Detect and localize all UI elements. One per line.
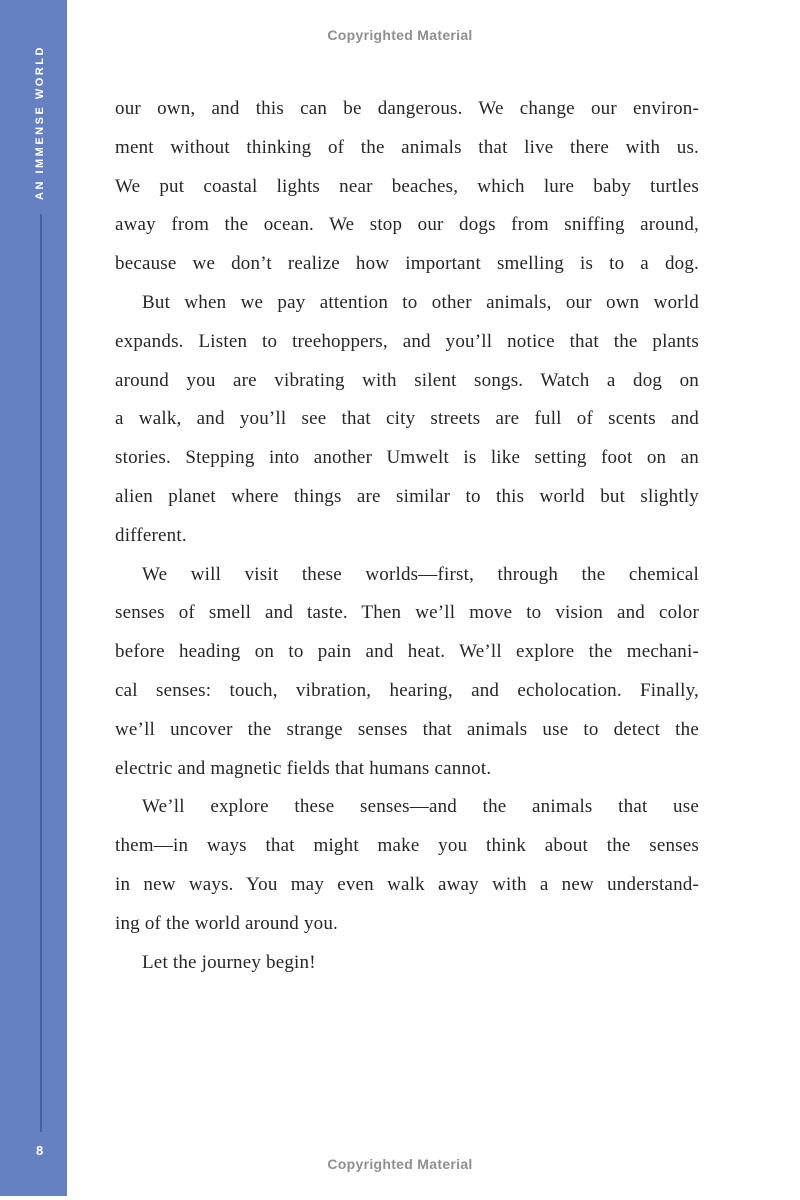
body-line: We put coastal lights near beaches, which lure baby turtles [115, 175, 699, 197]
body-line: before heading on to pain and heat. We’ll explore the mechani- [115, 641, 699, 663]
body-line: our own, and this can be dangerous. We change our environ- [115, 98, 699, 119]
body-line: expands. Listen to treehoppers, and you’ll notice that the plants [115, 330, 699, 352]
body-line: We will visit these worlds—first, through the chemical [142, 563, 699, 585]
body-line: stories. Stepping into another Umwelt is like setting foot on an [115, 447, 699, 469]
body-line: electric and magnetic fields that humans cannot. [115, 757, 492, 779]
sidebar-book-title: AN IMMENSE WORLD [34, 45, 46, 201]
body-line: them—in ways that might make you think about the senses [115, 835, 699, 857]
body-line: ment without thinking of the animals that live there with us. [115, 136, 699, 158]
body-line: around you are vibrating with silent songs. Watch a dog on [115, 369, 699, 391]
body-line: senses of smell and taste. Then we’ll move to vision and color [115, 602, 699, 624]
body-line: We’ll explore these senses—and the animals that use [142, 796, 699, 818]
body-line: alien planet where things are similar to this world but slightly [115, 485, 699, 507]
copyright-notice-top: Copyrighted Material [327, 27, 473, 43]
body-line: Let the journey begin! [142, 951, 316, 973]
body-line: because we don’t realize how important smelling is to a dog. [115, 253, 699, 275]
sidebar-rule [40, 214, 42, 1132]
body-line: a walk, and you’ll see that city streets are full of scents and [115, 408, 699, 430]
body-line: away from the ocean. We stop our dogs from sniffing around, [115, 214, 699, 236]
body-line: But when we pay attention to other animals, our own world [142, 291, 699, 313]
body-line: different. [115, 524, 187, 546]
page-number: 8 [36, 1143, 44, 1158]
body-line: in new ways. You may even walk away with a new understand- [115, 873, 699, 895]
body-text [115, 90, 699, 982]
body-line: we’ll uncover the strange senses that animals use to detect the [115, 718, 699, 740]
copyright-notice-bottom: Copyrighted Material [327, 1156, 473, 1172]
body-line: ing of the world around you. [115, 912, 339, 934]
body-line: cal senses: touch, vibration, hearing, and echolocation. Finally, [115, 679, 699, 701]
